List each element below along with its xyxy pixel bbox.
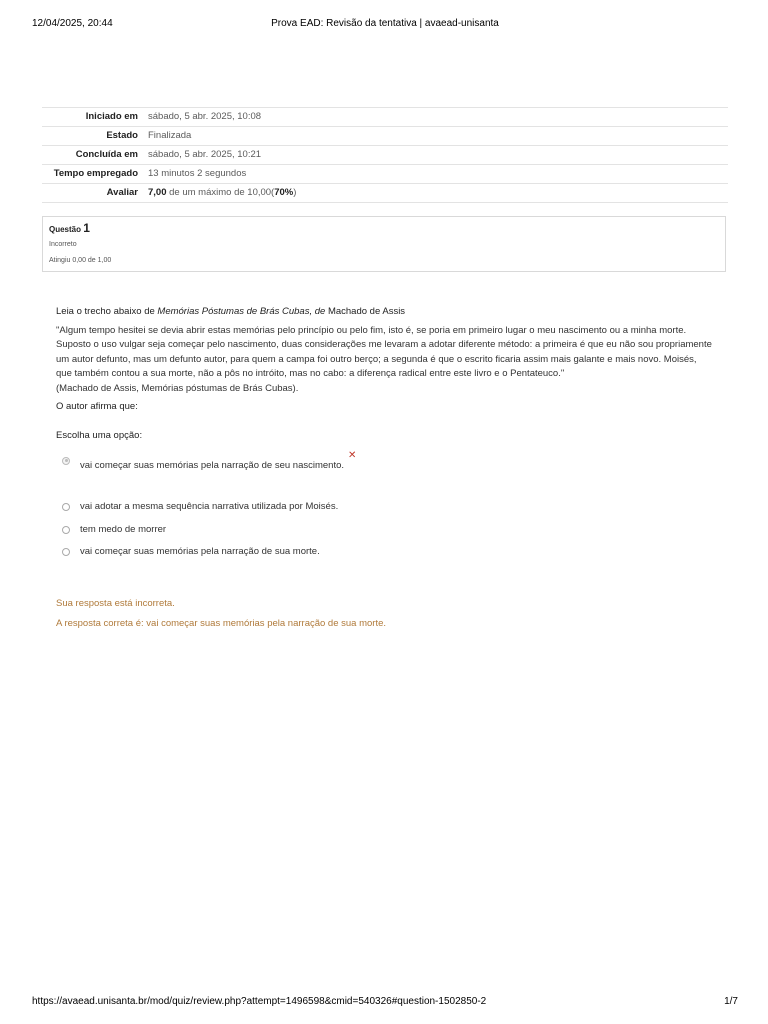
option-label: tem medo de morrer [80, 524, 167, 535]
summary-value: sábado, 5 abr. 2025, 10:08 [148, 111, 262, 122]
print-datetime: 12/04/2025, 20:44 [32, 18, 113, 29]
grade-percent: 70% [274, 187, 294, 198]
incorrect-x-icon: ✕ [348, 450, 357, 461]
grade-mid: de um máximo de 10,00( [166, 187, 275, 198]
question-number [49, 221, 719, 237]
question-number-value: 1 [83, 221, 90, 235]
question-prompt: O autor afirma que: [56, 401, 138, 412]
feedback-incorrect: Sua resposta está incorreta. [56, 598, 175, 609]
question-grade: Atingiu 0,00 de 1,00 [49, 257, 112, 264]
summary-row-state [42, 127, 728, 146]
answer-option-a[interactable] [62, 450, 357, 471]
summary-row-grade [42, 184, 728, 203]
intro-text: Leia o trecho abaixo de [56, 306, 158, 317]
radio-selected[interactable] [62, 457, 70, 465]
question-intro [56, 305, 712, 320]
feedback-correct-answer: A resposta correta é: vai começar suas memórias pela narração de sua morte. [56, 618, 387, 629]
print-title: Prova EAD: Revisão da tentativa | avaead-unisanta [271, 18, 499, 29]
intro-author: Machado de Assis [325, 306, 406, 317]
option-label: vai começar suas memórias pela narração de sua morte. [80, 546, 320, 557]
answer-option-c[interactable] [62, 524, 166, 535]
summary-value: Finalizada [148, 130, 192, 141]
radio-button[interactable] [62, 548, 70, 556]
question-content [56, 305, 712, 443]
grade-score: 7,00 [148, 187, 167, 198]
option-label: vai começar suas memórias pela narração de seu nascimento. [80, 460, 345, 471]
summary-label: Iniciado em [85, 111, 138, 122]
question-quote [56, 324, 712, 397]
attempt-summary-table [42, 107, 728, 203]
option-label: vai adotar a mesma sequência narrativa utilizada por Moisés. [80, 501, 339, 512]
print-page-number: 1/7 [724, 996, 738, 1007]
radio-button[interactable] [62, 503, 70, 511]
question-state: Incorreto [49, 241, 77, 248]
summary-label: Avaliar [106, 187, 138, 198]
summary-row-time [42, 165, 728, 184]
print-header [32, 18, 738, 32]
summary-label: Tempo empregado [53, 168, 138, 179]
answer-option-b[interactable] [62, 501, 338, 512]
summary-row-started [42, 108, 728, 127]
question-label: Questão [49, 225, 82, 234]
summary-value: sábado, 5 abr. 2025, 10:21 [148, 149, 262, 160]
summary-label: Concluída em [75, 149, 138, 160]
quote-source: (Machado de Assis, Memórias póstumas de Brás Cubas). [56, 382, 299, 394]
print-footer [32, 996, 738, 1010]
summary-value [142, 184, 728, 203]
summary-value: 13 minutos 2 segundos [148, 168, 247, 179]
grade-end: ) [293, 187, 297, 198]
radio-button[interactable] [62, 526, 70, 534]
intro-work-title: Memórias Póstumas de Brás Cubas, de [157, 306, 326, 317]
choose-option-label: Escolha uma opção: [56, 429, 143, 441]
quote-text: "Algum tempo hesitei se devia abrir estas memórias pelo princípio ou pelo fim, isto é, se poria em primeiro lugar o meu nascimento ou a minha morte. Suposto o uso vulgar seja começar pelo nascimento, duas considerações me levaram a adotar diferente método: a primeira é que eu não sou propriamente um autor defunto, mas um defunto autor, para quem a campa foi outro berço; a segunda é que o escrito ficaria assim mais galante e mais novo. Moisés, que também contou a sua morte, não a pôs no intróito, mas no cabo: a diferença radical entre este livro e o Pentateuco." [56, 324, 712, 379]
question-info-box [42, 216, 726, 272]
summary-row-completed [42, 146, 728, 165]
print-url: https://avaead.unisanta.br/mod/quiz/review.php?attempt=1496598&cmid=540326#question-1502850-2 [32, 996, 487, 1007]
summary-label: Estado [106, 130, 138, 141]
answer-option-d[interactable] [62, 546, 320, 557]
